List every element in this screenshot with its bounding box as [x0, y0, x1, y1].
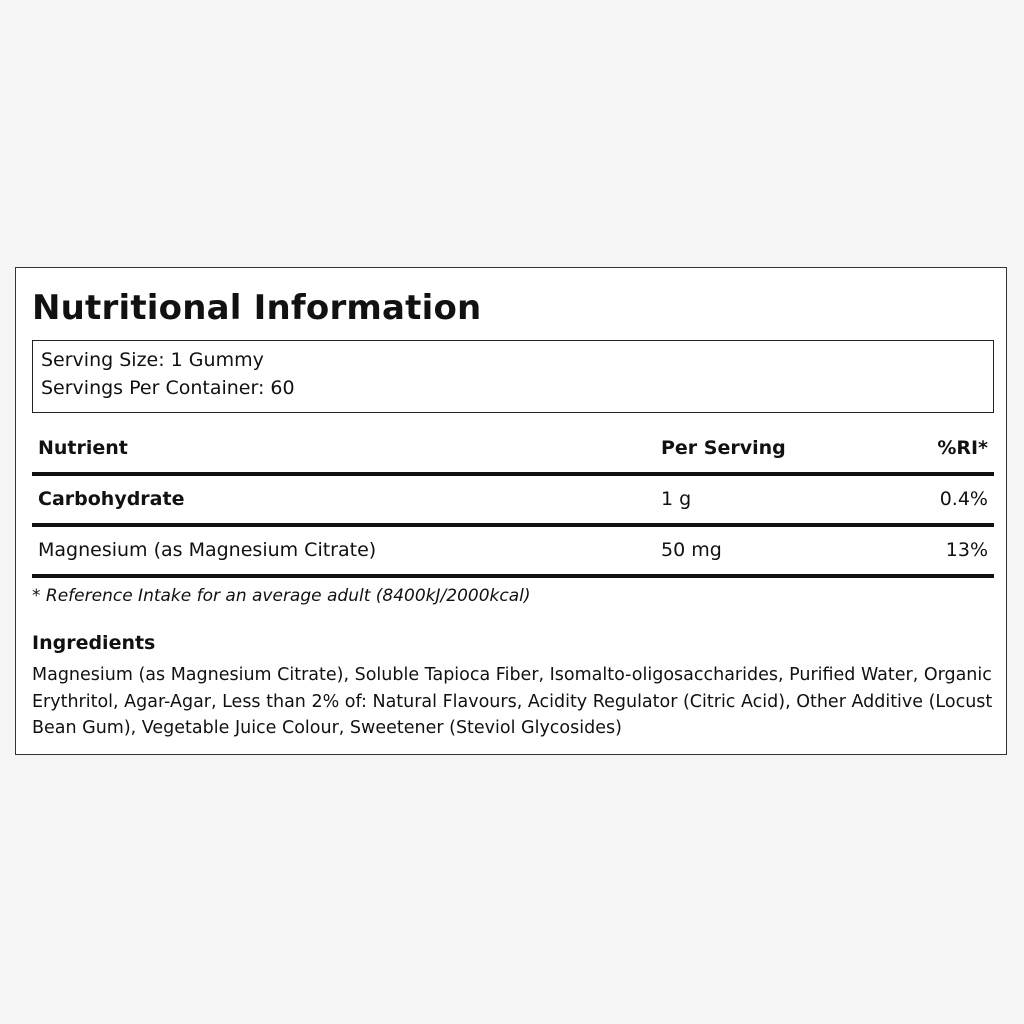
nutrient-name: Carbohydrate: [38, 488, 185, 510]
nutrient-per-serving: 50 mg: [661, 539, 722, 561]
table-row: [32, 476, 994, 527]
ingredients-text: Magnesium (as Magnesium Citrate), Soluble Tapioca Fiber, Isomalto-oligosaccharides, Purified Water, Organic Erythritol, Agar-Agar, Less than 2% of: Natural Flavours, Acidity Regulator (Citric Acid), Other Additive (Locust Bean Gum), Vegetable Juice Colour, Sweetener (Steviol Glycosides): [32, 665, 993, 738]
column-header-per-serving: Per Serving: [661, 437, 786, 459]
nutrition-panel: [15, 267, 1007, 755]
nutrient-per-serving: 1 g: [661, 488, 692, 510]
column-header-nutrient: Nutrient: [38, 437, 128, 459]
nutrient-ri: 13%: [945, 539, 988, 561]
nutrition-table: [32, 425, 994, 578]
serving-size: Serving Size: 1 Gummy: [41, 349, 264, 371]
serving-info-box: [32, 340, 994, 413]
nutrient-name: Magnesium (as Magnesium Citrate): [38, 539, 377, 561]
nutrient-ri: 0.4%: [939, 488, 988, 510]
ingredients-heading: Ingredients: [32, 632, 156, 654]
column-header-ri: %RI*: [937, 437, 988, 459]
servings-per-container: Servings Per Container: 60: [41, 377, 295, 399]
table-header-row: [32, 425, 994, 476]
reference-intake-footnote: * Reference Intake for an average adult (8400kJ/2000kcal): [32, 586, 531, 606]
table-row: [32, 527, 994, 578]
page-title: Nutritional Information: [32, 288, 482, 328]
